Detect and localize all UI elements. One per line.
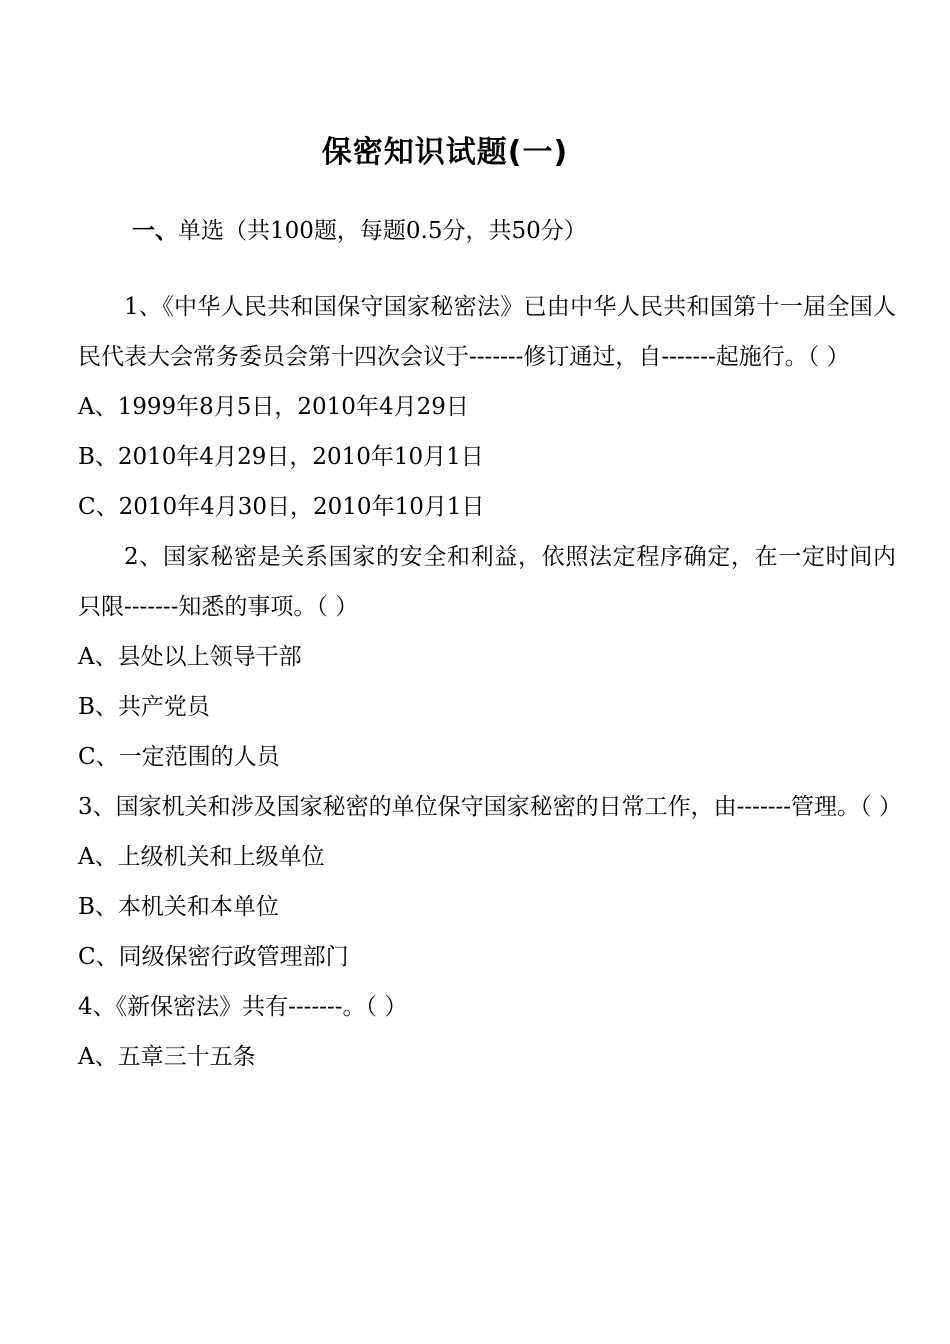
question-2-option-a: A、县处以上领导干部: [78, 644, 302, 670]
question-3-option-b: B、本机关和本单位: [78, 894, 279, 920]
question-3-option-a: A、上级机关和上级单位: [78, 844, 325, 870]
question-2-option-c: C、一定范围的人员: [78, 744, 280, 770]
section-number: 一、: [132, 218, 178, 244]
section-heading: [132, 206, 587, 256]
question-4-option-a: A、五章三十五条: [78, 1044, 256, 1070]
question-2-option-b: B、共产党员: [78, 694, 210, 720]
question-4: 4、《新保密法》共有-------。（ ）: [78, 994, 408, 1020]
question-3: 3、国家机关和涉及国家秘密的单位保守国家秘密的日常工作，由-------管理。（ ）: [78, 794, 902, 820]
question-3-option-c: C、同级保密行政管理部门: [78, 944, 349, 970]
question-1-option-b: B、2010年4月29日，2010年10月1日: [78, 444, 484, 470]
question-1-option-a: A、1999年8月5日，2010年4月29日: [78, 394, 469, 420]
question-list: [78, 282, 902, 1082]
question-2: 2、国家秘密是关系国家的安全和利益，依照法定程序确定，在一定时间内只限-------知悉的事项。（ ）: [78, 544, 896, 620]
document-title: 保密知识试题(一): [321, 135, 569, 170]
question-1: 1、《中华人民共和国保守国家秘密法》已由中华人民共和国第十一届全国人民代表大会常务委员会第十四次会议于-------修订通过，自-------起施行。（ ）: [78, 294, 896, 370]
section-description: 单选（共100题，每题0.5分，共50分）: [178, 218, 587, 244]
question-1-option-c: C、2010年4月30日，2010年10月1日: [78, 494, 485, 520]
